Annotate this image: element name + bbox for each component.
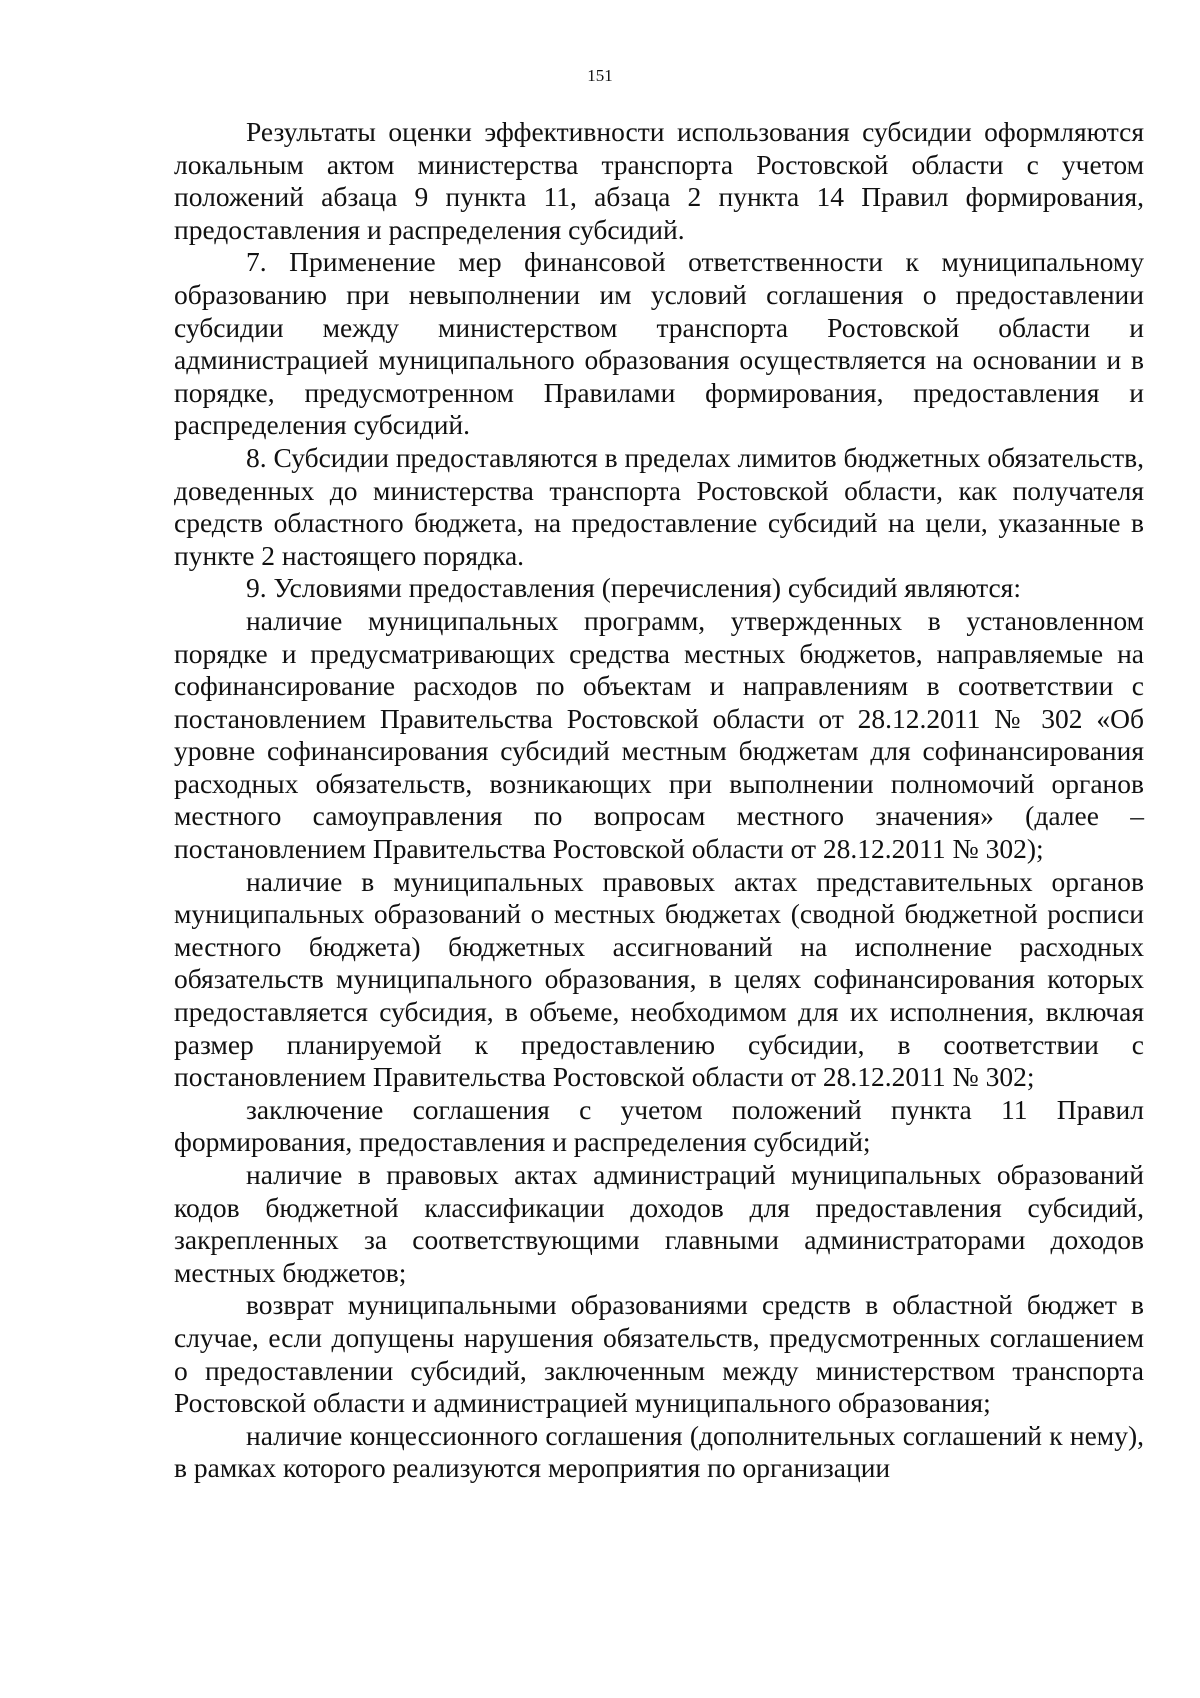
document-body — [174, 116, 1144, 1485]
paragraph-condition-programs: наличие муниципальных программ, утвержденных в установленном порядке и предусматривающих средства местных бюджетов, направляемые на софинансирование расходов по объектам и направлениям в соответствии с постановлением Правительства Ростовской области от 28.12.2011 № 302 «Об уровне софинансирования субсидий местным бюджетам для софинансирования расходных обязательств, возникающих при выполнении полномочий органов местного самоуправления по вопросам местного значения» (далее – постановлением Правительства Ростовской области от 28.12.2011 № 302); — [174, 604, 1144, 865]
page-number: 151 — [587, 66, 613, 85]
paragraph-condition-refund: возврат муниципальными образованиями средств в областной бюджет в случае, если допущены нарушения обязательств, предусмотренных соглашением о предоставлении субсидий, заключенным между министерством транспорта Ростовской области и администрацией муниципального образования; — [174, 1289, 1144, 1419]
paragraph-item-7: 7. Применение мер финансовой ответственности к муниципальному образованию при невыполнении им условий соглашения о предоставлении субсидии между министерством транспорта Ростовской области и администрацией муниципального образования осуществляется на основании и в порядке, предусмотренном Правилами формирования, предоставления и распределения субсидий. — [174, 246, 1144, 441]
paragraph-evaluation-results: Результаты оценки эффективности использования субсидии оформляются локальным актом министерства транспорта Ростовской области с учетом положений абзаца 9 пункта 11, абзаца 2 пункта 14 Правил формирования, предоставления и распределения субсидий. — [174, 116, 1144, 245]
paragraph-condition-agreement: заключение соглашения с учетом положений пункта 11 Правил формирования, предоставления и распределения субсидий; — [174, 1093, 1144, 1158]
paragraph-condition-concession: наличие концессионного соглашения (дополнительных соглашений к нему), в рамках которого реализуются мероприятия по организации — [174, 1419, 1144, 1484]
paragraph-condition-legal-acts: наличие в муниципальных правовых актах представительных органов муниципальных образований о местных бюджетах (сводной бюджетной росписи местного бюджета) бюджетных ассигнований на исполнение расходных обязательств муниципального образования, в целях софинансирования которых предоставляется субсидия, в объеме, необходимом для их исполнения, включая размер планируемой к предоставлению субсидии, в соответствии с постановлением Правительства Ростовской области от 28.12.2011 № 302; — [174, 865, 1144, 1093]
paragraph-item-8: 8. Субсидии предоставляются в пределах лимитов бюджетных обязательств, доведенных до министерства транспорта Ростовской области, как получателя средств областного бюджета, на предоставление субсидий на цели, указанные в пункте 2 настоящего порядка. — [174, 441, 1144, 571]
paragraph-item-9: 9. Условиями предоставления (перечисления) субсидий являются: — [246, 572, 1021, 604]
paragraph-condition-budget-codes: наличие в правовых актах администраций муниципальных образований кодов бюджетной классификации доходов для предоставления субсидий, закрепленных за соответствующими главными администраторами доходов местных бюджетов; — [174, 1159, 1144, 1288]
